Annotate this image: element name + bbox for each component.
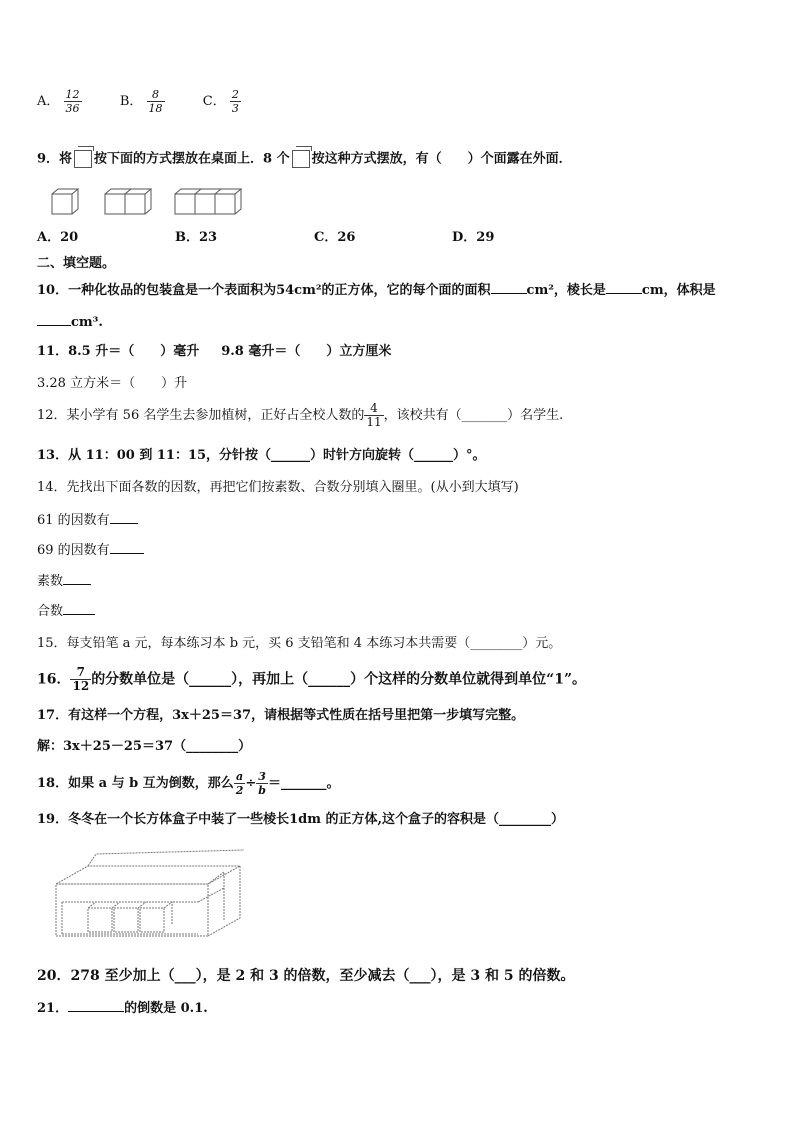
q8-option-c-label: C．	[202, 94, 226, 109]
q16-fraction: $\frac{7}{12}$	[72, 665, 90, 693]
cube-3b	[195, 194, 215, 214]
question-14-69: 69 的因数有	[37, 541, 144, 560]
question-14: 14．先找出下面各数的因数，再把它们按素数、合数分别填入圈里。(从小到大填写)	[37, 480, 519, 495]
answer-blank[interactable]	[63, 572, 91, 585]
question-11-line2: 3.28 立方米＝（ ）升	[37, 376, 188, 391]
question-20: 20．278 至少加上（___），是 2 和 3 的倍数，至少减去（___），是 3 和 5 的倍数。	[37, 968, 575, 984]
cube-arrangement-figure	[48, 186, 248, 218]
question-13: 13．从 11：00 到 11：15，分针按（______）时针方向旋转（______）°。	[37, 448, 486, 463]
cube-3a	[175, 194, 195, 214]
q9-option-d: D．29	[452, 230, 495, 245]
q9-option-a: A．20	[37, 230, 79, 245]
question-11: 11．8.5 升＝（ ）毫升 9.8 毫升＝（ ）立方厘米	[37, 344, 392, 359]
box-with-cubes-figure	[48, 848, 248, 940]
cube-1	[52, 194, 72, 214]
q9-option-b: B．23	[175, 230, 218, 245]
q8-options	[37, 88, 241, 115]
question-14-61: 61 的因数有	[37, 511, 138, 530]
answer-blank[interactable]	[110, 511, 138, 524]
inner-cube-1	[88, 908, 112, 932]
answer-blank[interactable]	[491, 281, 527, 294]
answer-blank[interactable]	[110, 541, 144, 554]
cube-icon	[74, 150, 92, 168]
question-21: 21． 的倒数是 0.1.	[37, 1001, 208, 1016]
question-9: 9．将 按下面的方式摆放在桌面上．8 个 按这种方式摆放，有（ ）个面露在外面．	[37, 151, 572, 167]
q12-fraction: $\frac{4}{11}$	[366, 401, 382, 429]
question-15: 15．每支铅笔 a 元，每本练习本 b 元，买 6 支铅笔和 4 本练习本共需要（________）元。	[37, 636, 562, 651]
question-14-prime: 素数	[37, 572, 91, 591]
cube-2a	[105, 194, 125, 214]
q18-fraction-b: $\frac{3}{b}$	[258, 770, 266, 797]
q8-option-b-label: B．	[119, 94, 143, 109]
answer-blank[interactable]	[606, 281, 642, 294]
cube-3c	[215, 194, 235, 214]
inner-cube-3	[140, 908, 164, 932]
q8-option-a-label: A．	[37, 94, 60, 109]
q18-fraction-a: $\frac{a}{2}$	[235, 770, 244, 797]
question-10-line2: cm³.	[37, 313, 103, 332]
question-19: 19．冬冬在一个长方体盒子中装了一些棱长1dm 的正方体,这个盒子的容积是（________）	[37, 812, 565, 827]
q8-option-a-fraction: $\frac{12}{36}$	[65, 88, 80, 115]
question-17: 17．有这样一个方程，3x＋25＝37，请根据等式性质在括号里把第一步填写完整。	[37, 708, 525, 723]
question-12: 12．某小学有 56 名学生去参加植树，正好占全校人数的 $\frac{4}{11}$ ，该校共有（_______）名学生.	[37, 401, 564, 429]
answer-blank[interactable]	[68, 999, 124, 1012]
answer-blank[interactable]	[63, 602, 95, 615]
question-14-composite: 合数	[37, 602, 95, 621]
answer-blank[interactable]	[37, 313, 71, 326]
question-17-solution: 解：3x＋25－25＝37（________）	[37, 739, 252, 754]
cube-icon	[292, 150, 310, 168]
cube-2b	[125, 194, 145, 214]
question-16: 16． $\frac{7}{12}$ 的分数单位是（______），再加上（______）个这样的分数单位就得到单位“1”。	[37, 665, 587, 693]
section-heading: 二、填空题。	[37, 256, 116, 271]
inner-cube-2	[114, 908, 138, 932]
question-18: 18．如果 a 与 b 互为倒数，那么 $\frac{a}{2}$ ÷ $\frac{3}{b}$ ＝_______。	[37, 770, 340, 797]
q8-option-c-fraction: $\frac{2}{3}$	[231, 88, 239, 115]
question-10: 10．一种化妆品的包装盒是一个表面积为54cm²的正方体，它的每个面的面积 cm²，棱长是 cm，体积是	[37, 283, 716, 298]
q9-option-c: C．26	[314, 230, 356, 245]
q8-option-b-fraction: $\frac{8}{18}$	[148, 88, 163, 115]
